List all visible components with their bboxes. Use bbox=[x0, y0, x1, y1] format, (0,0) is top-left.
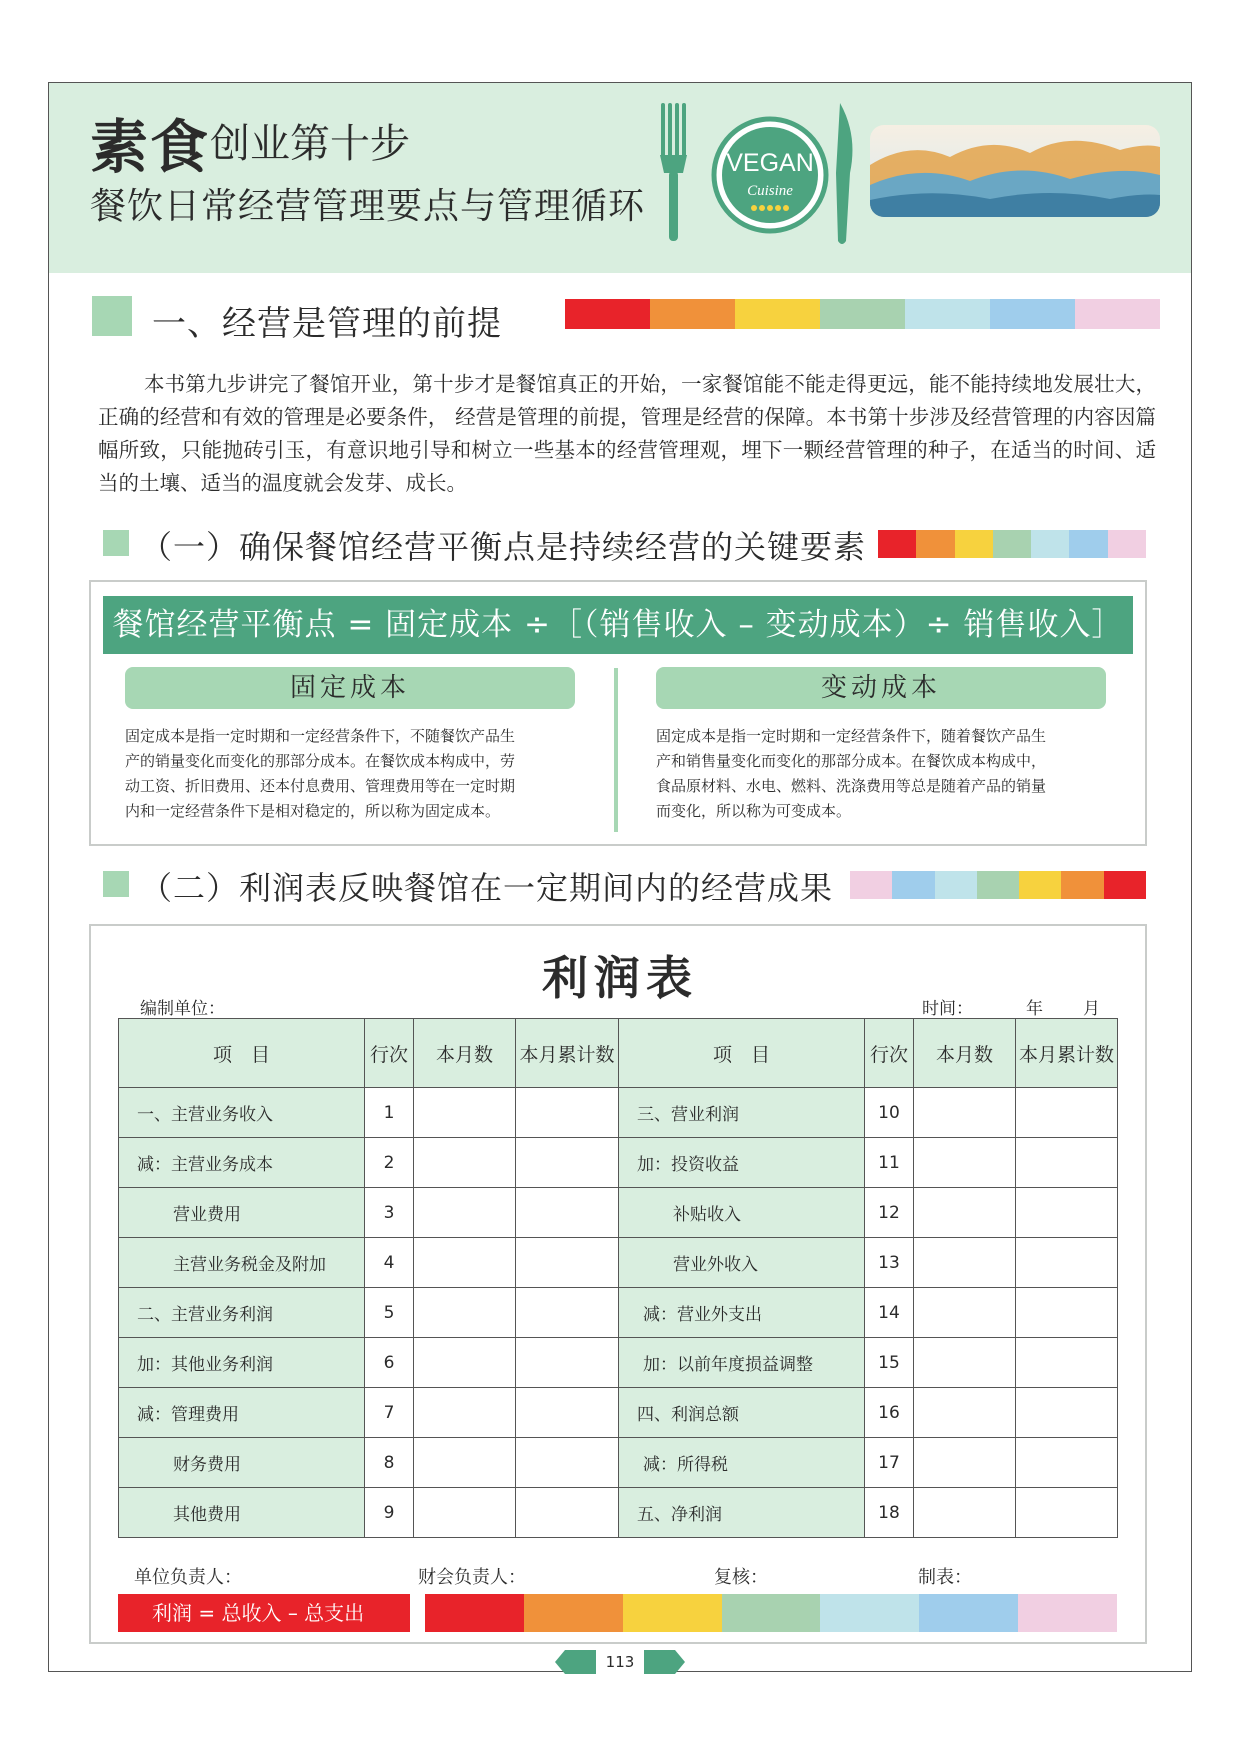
subsection-marker bbox=[103, 530, 129, 556]
table-row bbox=[119, 1338, 1118, 1388]
item-cell: 减：所得税 bbox=[619, 1438, 865, 1488]
fixed-cost-label: 固定成本 bbox=[125, 667, 575, 709]
svg-text:VEGAN: VEGAN bbox=[726, 149, 814, 177]
cumulative-cell[interactable] bbox=[516, 1488, 619, 1538]
reviewer-signature-label: 复核： bbox=[714, 1567, 768, 1588]
item-cell: 加：其他业务利润 bbox=[119, 1338, 365, 1388]
svg-text:Cuisine: Cuisine bbox=[747, 183, 793, 199]
line-number-cell: 1 bbox=[365, 1088, 414, 1138]
page-title-main: 素食 bbox=[90, 113, 211, 181]
color-stripe bbox=[565, 299, 1160, 329]
line-number-cell: 9 bbox=[365, 1488, 414, 1538]
column-header: 本月累计数 bbox=[516, 1019, 619, 1088]
profit-statement-table bbox=[118, 1018, 1118, 1538]
fixed-cost-description: 固定成本是指一定时期和一定经营条件下，不随餐饮产品生 产的销量变化而变化的那部分成本。在餐饮成本构成中，劳 动工资、折旧费用、还本付息费用、管理费用等在一定时期 内和一定经营条件下是相对稳定的，所以称为固定成本。 bbox=[125, 727, 516, 820]
current-month-cell[interactable] bbox=[414, 1288, 516, 1338]
finance-head-signature-label: 财会负责人： bbox=[418, 1567, 526, 1588]
line-number-cell: 14 bbox=[865, 1288, 914, 1338]
cumulative-cell[interactable] bbox=[516, 1388, 619, 1438]
line-number-cell: 6 bbox=[365, 1338, 414, 1388]
line-number-cell: 18 bbox=[865, 1488, 914, 1538]
page-number: 113 bbox=[596, 1650, 644, 1674]
page-title-step: 创业第十步 bbox=[210, 121, 410, 167]
item-cell: 其他费用 bbox=[119, 1488, 365, 1538]
cumulative-cell[interactable] bbox=[1016, 1438, 1118, 1488]
line-number-cell: 11 bbox=[865, 1138, 914, 1188]
preparer-signature-label: 制表： bbox=[918, 1567, 972, 1588]
line-number-cell: 16 bbox=[865, 1388, 914, 1438]
section-marker bbox=[92, 296, 132, 336]
profit-statement-title: 利润表 bbox=[542, 951, 698, 1005]
line-number-cell: 3 bbox=[365, 1188, 414, 1238]
month-label: 月 bbox=[1083, 999, 1100, 1019]
cumulative-cell[interactable] bbox=[516, 1088, 619, 1138]
column-header: 本月累计数 bbox=[1016, 1019, 1118, 1088]
current-month-cell[interactable] bbox=[914, 1338, 1016, 1388]
current-month-cell[interactable] bbox=[414, 1438, 516, 1488]
column-divider bbox=[614, 668, 618, 832]
current-month-cell[interactable] bbox=[914, 1138, 1016, 1188]
variable-cost-description: 固定成本是指一定时期和一定经营条件下，随着餐饮产品生 产和销售量变化而变化的那部分成本。在餐饮成本构成中， 食品原材料、水电、燃料、洗涤费用等总是随着产品的销量 而变化，所以称为可变成本。 bbox=[656, 727, 1047, 820]
item-cell: 财务费用 bbox=[119, 1438, 365, 1488]
current-month-cell[interactable] bbox=[414, 1488, 516, 1538]
item-cell: 加：以前年度损益调整 bbox=[619, 1338, 865, 1388]
cumulative-cell[interactable] bbox=[1016, 1138, 1118, 1188]
line-number-cell: 10 bbox=[865, 1088, 914, 1138]
current-month-cell[interactable] bbox=[914, 1288, 1016, 1338]
page-subtitle: 餐饮日常经营管理要点与管理循环 bbox=[90, 186, 646, 227]
current-month-cell[interactable] bbox=[914, 1188, 1016, 1238]
table-row bbox=[119, 1438, 1118, 1488]
line-number-cell: 2 bbox=[365, 1138, 414, 1188]
profit-formula-note: 利润 = 总收入 – 总支出 bbox=[118, 1594, 410, 1632]
line-number-cell: 4 bbox=[365, 1238, 414, 1288]
subsection1-heading: （一）确保餐馆经营平衡点是持续经营的关键要素 bbox=[140, 528, 867, 566]
cumulative-cell[interactable] bbox=[516, 1188, 619, 1238]
line-number-cell: 5 bbox=[365, 1288, 414, 1338]
cumulative-cell[interactable] bbox=[1016, 1338, 1118, 1388]
current-month-cell[interactable] bbox=[914, 1438, 1016, 1488]
table-row bbox=[119, 1488, 1118, 1538]
line-number-cell: 8 bbox=[365, 1438, 414, 1488]
fork-icon bbox=[660, 103, 687, 241]
table-row bbox=[119, 1388, 1118, 1438]
cumulative-cell[interactable] bbox=[516, 1338, 619, 1388]
item-cell: 加：投资收益 bbox=[619, 1138, 865, 1188]
cumulative-cell[interactable] bbox=[1016, 1238, 1118, 1288]
column-header: 行次 bbox=[365, 1019, 414, 1088]
line-number-cell: 17 bbox=[865, 1438, 914, 1488]
line-number-cell: 7 bbox=[365, 1388, 414, 1438]
color-stripe bbox=[850, 871, 1146, 899]
column-header: 行次 bbox=[865, 1019, 914, 1088]
item-cell: 营业外收入 bbox=[619, 1238, 865, 1288]
current-month-cell[interactable] bbox=[414, 1188, 516, 1238]
vegan-logo bbox=[650, 95, 1170, 255]
column-header: 项 目 bbox=[119, 1019, 365, 1088]
current-month-cell[interactable] bbox=[414, 1238, 516, 1288]
column-header: 项 目 bbox=[619, 1019, 865, 1088]
item-cell: 一、主营业务收入 bbox=[119, 1088, 365, 1138]
column-header: 本月数 bbox=[414, 1019, 516, 1088]
mountain-landscape-image bbox=[870, 125, 1160, 217]
table-header-row bbox=[119, 1019, 1118, 1088]
cumulative-cell[interactable] bbox=[1016, 1288, 1118, 1338]
table-row bbox=[119, 1188, 1118, 1238]
time-label: 时间： bbox=[922, 999, 973, 1019]
line-number-cell: 15 bbox=[865, 1338, 914, 1388]
color-stripe bbox=[425, 1594, 1117, 1632]
current-month-cell[interactable] bbox=[914, 1388, 1016, 1438]
item-cell: 五、净利润 bbox=[619, 1488, 865, 1538]
current-month-cell[interactable] bbox=[414, 1338, 516, 1388]
column-header: 本月数 bbox=[914, 1019, 1016, 1088]
year-label: 年 bbox=[1026, 999, 1043, 1019]
cumulative-cell[interactable] bbox=[1016, 1088, 1118, 1138]
table-row bbox=[119, 1138, 1118, 1188]
table-row bbox=[119, 1288, 1118, 1338]
item-cell: 主营业务税金及附加 bbox=[119, 1238, 365, 1288]
line-number-cell: 13 bbox=[865, 1238, 914, 1288]
item-cell: 补贴收入 bbox=[619, 1188, 865, 1238]
section1-paragraph: 本书第九步讲完了餐馆开业，第十步才是餐馆真正的开始，一家餐馆能不能走得更远，能不能持续地发展壮大，正确的经营和有效的管理是必要条件， 经营是管理的前提，管理是经营的保障。本书第十步涉及经营管理的内容因篇幅所致，只能抛砖引玉，有意识地引导和树立一些基本的经营管理观，埋下一颗经营管理的种子，在适当的时间、适当的土壤、适当的温度就会发芽、成长。 bbox=[98, 372, 1156, 495]
color-stripe bbox=[878, 530, 1146, 558]
breakeven-formula: 餐馆经营平衡点 = 固定成本 ÷［（销售收入 – 变动成本）÷ 销售收入］ bbox=[103, 596, 1133, 654]
current-month-cell[interactable] bbox=[914, 1088, 1016, 1138]
item-cell: 减：管理费用 bbox=[119, 1388, 365, 1438]
item-cell: 四、利润总额 bbox=[619, 1388, 865, 1438]
cumulative-cell[interactable] bbox=[516, 1288, 619, 1338]
current-month-cell[interactable] bbox=[914, 1488, 1016, 1538]
compiling-unit-label: 编制单位： bbox=[140, 999, 225, 1019]
subsection2-heading: （二）利润表反映餐馆在一定期间内的经营成果 bbox=[140, 869, 834, 907]
current-month-cell[interactable] bbox=[414, 1138, 516, 1188]
cumulative-cell[interactable] bbox=[516, 1438, 619, 1488]
knife-icon bbox=[836, 103, 852, 244]
current-month-cell[interactable] bbox=[414, 1088, 516, 1138]
item-cell: 减：营业外支出 bbox=[619, 1288, 865, 1338]
item-cell: 三、营业利润 bbox=[619, 1088, 865, 1138]
current-month-cell[interactable] bbox=[414, 1388, 516, 1438]
line-number-cell: 12 bbox=[865, 1188, 914, 1238]
current-month-cell[interactable] bbox=[914, 1238, 1016, 1288]
table-row bbox=[119, 1088, 1118, 1138]
unit-head-signature-label: 单位负责人： bbox=[134, 1567, 242, 1588]
cumulative-cell[interactable] bbox=[516, 1138, 619, 1188]
item-cell: 减：主营业务成本 bbox=[119, 1138, 365, 1188]
item-cell: 营业费用 bbox=[119, 1188, 365, 1238]
item-cell: 二、主营业务利润 bbox=[119, 1288, 365, 1338]
variable-cost-label: 变动成本 bbox=[656, 667, 1106, 709]
table-row bbox=[119, 1238, 1118, 1288]
subsection-marker bbox=[103, 871, 129, 897]
cumulative-cell[interactable] bbox=[1016, 1488, 1118, 1538]
cumulative-cell[interactable] bbox=[1016, 1388, 1118, 1438]
section1-heading: 一、经营是管理的前提 bbox=[152, 304, 502, 344]
cumulative-cell[interactable] bbox=[1016, 1188, 1118, 1238]
cumulative-cell[interactable] bbox=[516, 1238, 619, 1288]
